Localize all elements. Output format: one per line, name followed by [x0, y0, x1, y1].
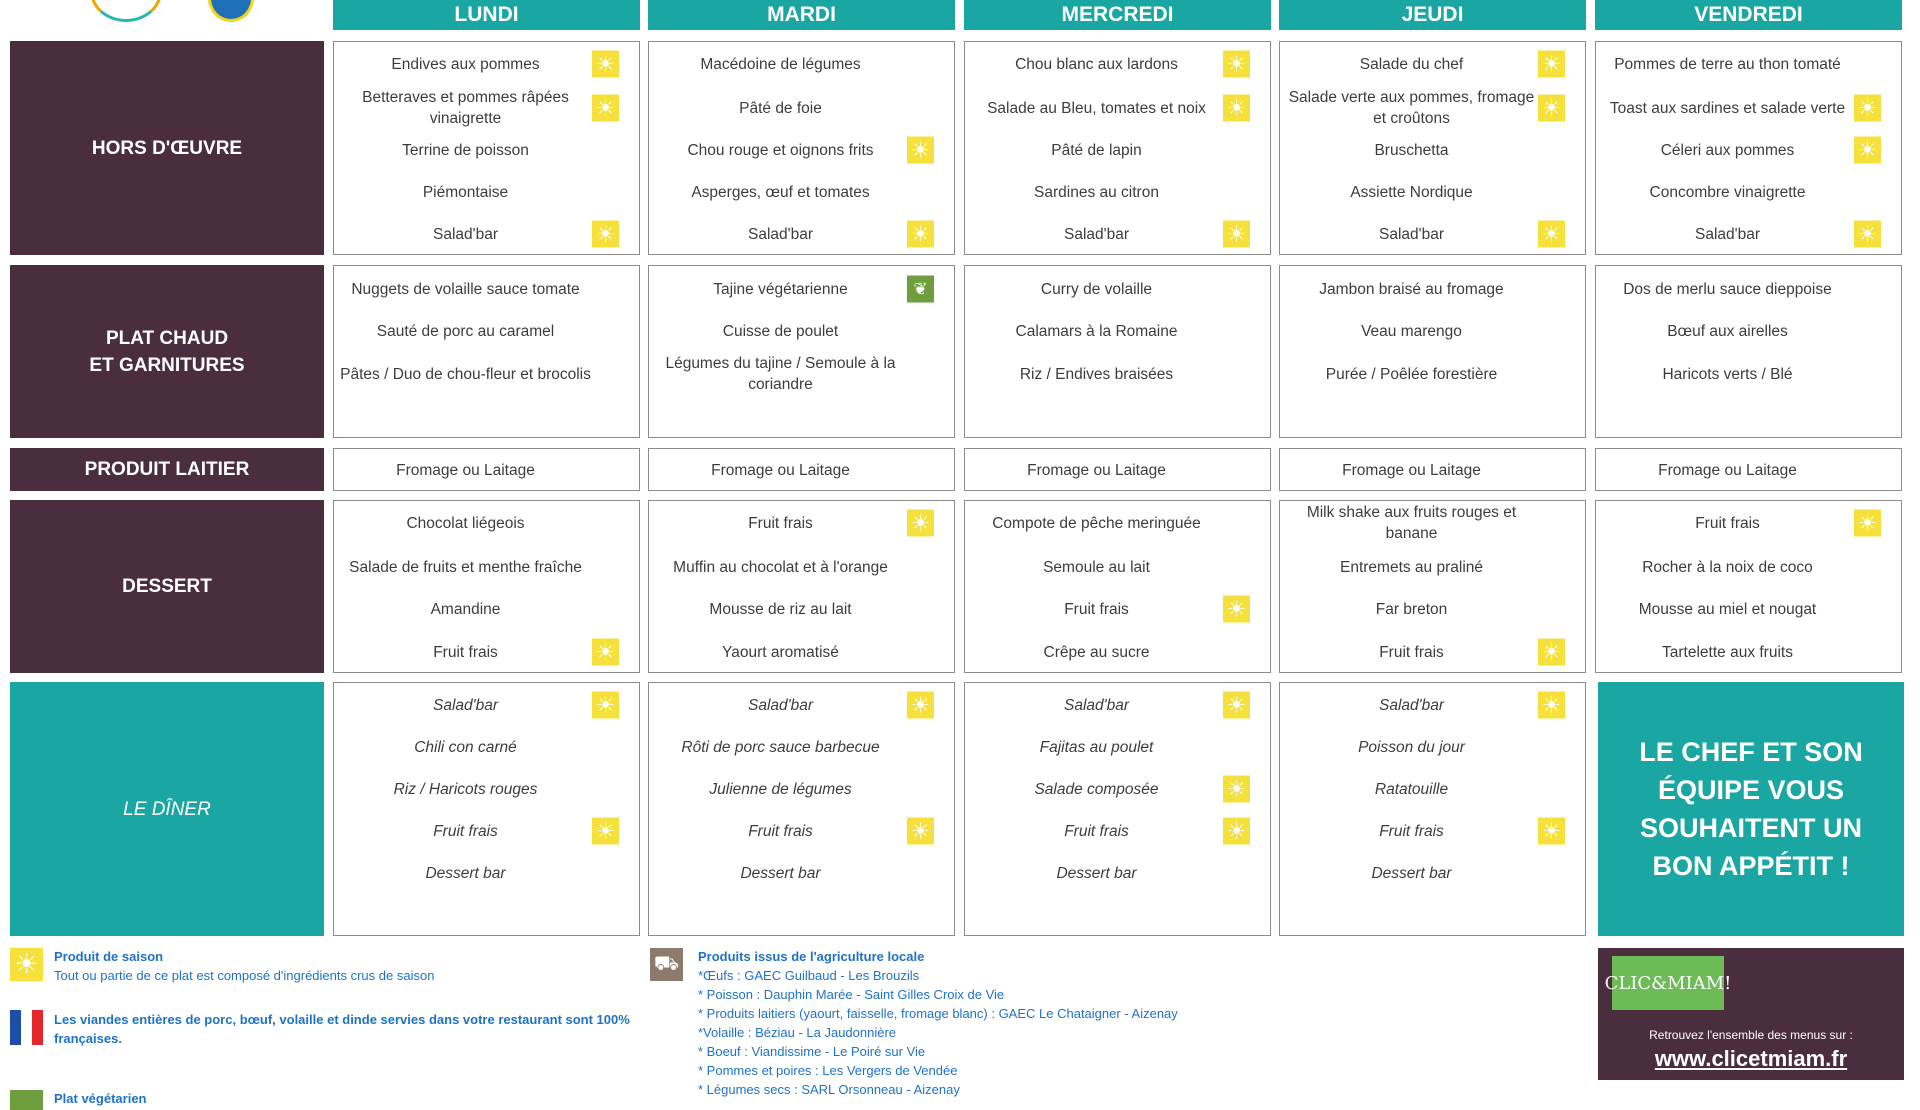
- menu-cell-dessert-mercredi: [964, 500, 1271, 673]
- sun-icon: ☀: [592, 692, 619, 719]
- menu-item-label: Dos de merlu sauce dieppoise: [1623, 280, 1832, 298]
- menu-item-label: Salad'bar: [747, 225, 813, 243]
- menu-item: [334, 353, 639, 395]
- menu-item-label: Concombre vinaigrette: [1649, 183, 1806, 201]
- menu-item: [649, 588, 954, 630]
- category-label: PRODUIT LAITIER: [84, 459, 250, 480]
- menu-item: [334, 502, 639, 544]
- menu-cell-dessert-vendredi: [1595, 500, 1902, 673]
- category-plat-chaud: [10, 265, 324, 438]
- menu-item: [1280, 268, 1585, 310]
- legend-local: [698, 947, 1338, 1099]
- sun-icon: ☀: [907, 818, 934, 845]
- legend-local-item: *Volaille : Béziau - La Jaudonnière: [698, 1025, 897, 1040]
- menu-item-label: Salade de fruits et menthe fraîche: [349, 558, 582, 576]
- menu-item-label: Far breton: [1375, 600, 1448, 618]
- sun-icon: ☀: [1854, 95, 1881, 122]
- menu-item-label: Fruit frais: [1379, 643, 1444, 661]
- clicetmiam-logo[interactable]: [1604, 956, 1732, 1010]
- menu-item: [1596, 87, 1901, 129]
- legend-local-list: [698, 966, 1338, 1099]
- menu-item: [649, 810, 954, 852]
- menu-item: [965, 631, 1270, 673]
- menu-item: [965, 726, 1270, 768]
- category-produit-laitier: [10, 448, 324, 491]
- menu-item: [965, 87, 1270, 129]
- menu-cell-diner-jeudi: [1279, 682, 1586, 936]
- menu-item-label: Milk shake aux fruits rouges et banane: [1306, 504, 1517, 542]
- tractor-icon: ⛟: [650, 948, 683, 981]
- menu-cell-hors-doeuvre-lundi: [333, 41, 640, 255]
- menu-item: [334, 726, 639, 768]
- menu-cell-diner-mercredi: [964, 682, 1271, 936]
- menu-item: [334, 87, 639, 129]
- menu-item-label: Dessert bar: [740, 864, 821, 882]
- menu-item: [334, 684, 639, 726]
- menu-item-label: Veau marengo: [1361, 322, 1462, 340]
- menu-item: [334, 43, 639, 85]
- sun-icon: ☀: [592, 221, 619, 248]
- category-label: LE DÎNER: [123, 798, 211, 820]
- menu-item-label: Toast aux sardines et salade verte: [1609, 99, 1846, 117]
- menu-item-label: Pâté de foie: [739, 99, 822, 117]
- menu-item-label: Fruit frais: [1379, 822, 1444, 840]
- menu-item: [1280, 87, 1585, 129]
- menu-cell-diner-lundi: [333, 682, 640, 936]
- menu-item-label: Haricots verts / Blé: [1662, 365, 1793, 383]
- menu-cell-hors-doeuvre-jeudi: [1279, 41, 1586, 255]
- menu-item-label: Fromage ou Laitage: [711, 461, 850, 479]
- menu-item-label: Pommes de terre au thon tomaté: [1614, 55, 1841, 73]
- menu-item: [1596, 546, 1901, 588]
- menu-item: [965, 588, 1270, 630]
- menu-item-label: Semoule au lait: [1043, 558, 1150, 576]
- menu-item-label: Curry de volaille: [1040, 280, 1153, 298]
- menu-item-label: Fruit frais: [433, 643, 498, 661]
- menu-item-label: Bœuf aux airelles: [1667, 322, 1788, 340]
- sun-icon: ☀: [907, 510, 934, 537]
- menu-item-label: Salad'bar: [1063, 696, 1129, 714]
- sun-icon: ☀: [592, 51, 619, 78]
- menu-item: [965, 684, 1270, 726]
- menu-cell-laitier-jeudi: [1279, 448, 1586, 491]
- category-hors-doeuvre: [10, 41, 324, 255]
- sun-icon: ☀: [1223, 692, 1250, 719]
- menu-item-label: Rocher à la noix de coco: [1642, 558, 1813, 576]
- menu-item-label: Julienne de légumes: [709, 780, 852, 798]
- chef-message: LE CHEF ET SON ÉQUIPE VOUS SOUHAITENT UN BON APPÉTIT !: [1639, 737, 1863, 881]
- menu-cell-laitier-vendredi: [1595, 448, 1902, 491]
- menu-item: [649, 171, 954, 213]
- menu-item: [965, 449, 1270, 491]
- menu-item-label: Macédoine de légumes: [700, 55, 861, 73]
- menu-item-label: Fruit frais: [1064, 600, 1129, 618]
- menu-item-label: Légumes du tajine / Semoule à la coriandre: [665, 355, 896, 393]
- menu-item: [649, 353, 954, 395]
- menu-item-label: Fromage ou Laitage: [1342, 461, 1481, 479]
- sun-icon: ☀: [592, 818, 619, 845]
- menu-cell-dessert-mardi: [648, 500, 955, 673]
- menu-item-label: Fruit frais: [748, 822, 813, 840]
- menu-item: [1280, 726, 1585, 768]
- legend-saison-title: Produit de saison: [54, 949, 164, 964]
- menu-item-label: Muffin au chocolat et à l'orange: [673, 558, 888, 576]
- menu-item-label: Salad'bar: [1063, 225, 1129, 243]
- sun-icon: ☀: [1854, 510, 1881, 537]
- menu-cell-laitier-lundi: [333, 448, 640, 491]
- menu-item: [649, 684, 954, 726]
- menu-cell-dessert-lundi: [333, 500, 640, 673]
- menu-item-label: Salad'bar: [1378, 696, 1444, 714]
- menu-item: [965, 310, 1270, 352]
- menu-item-label: Salad'bar: [1694, 225, 1760, 243]
- sun-icon: ☀: [907, 692, 934, 719]
- menu-item-label: Fromage ou Laitage: [1658, 461, 1797, 479]
- menu-item-label: Endives aux pommes: [391, 55, 540, 73]
- menu-item: [1596, 353, 1901, 395]
- menu-item-label: Jambon braisé au fromage: [1319, 280, 1504, 298]
- menu-item: [1596, 631, 1901, 673]
- sun-icon: ☀: [1223, 221, 1250, 248]
- menu-item: [334, 631, 639, 673]
- menu-item: [1280, 502, 1585, 544]
- promo-website-link[interactable]: www.clicetmiam.fr: [1654, 1046, 1848, 1071]
- menu-item-label: Ratatouille: [1374, 780, 1449, 798]
- legend-local-item: * Pommes et poires : Les Vergers de Vendée: [698, 1063, 958, 1078]
- legend-local-item: * Poisson : Dauphin Marée - Saint Gilles Croix de Vie: [698, 987, 1005, 1002]
- menu-item-label: Fruit frais: [1064, 822, 1129, 840]
- menu-item: [334, 588, 639, 630]
- menu-item-label: Chili con carné: [414, 738, 517, 756]
- menu-item: [334, 310, 639, 352]
- menu-cell-plat-mercredi: [964, 265, 1271, 438]
- menu-cell-plat-mardi: [648, 265, 955, 438]
- menu-item-label: Salad'bar: [432, 696, 498, 714]
- menu-item: [649, 43, 954, 85]
- menu-item-label: Salad'bar: [1378, 225, 1444, 243]
- legend-vegetarien-title: Plat végétarien: [54, 1091, 147, 1106]
- menu-item-label: Tartelette aux fruits: [1662, 643, 1793, 661]
- menu-item-label: Nuggets de volaille sauce tomate: [351, 280, 580, 298]
- menu-item: [965, 502, 1270, 544]
- menu-item: [334, 546, 639, 588]
- sun-icon: ☀: [1223, 596, 1250, 623]
- menu-item: [1596, 213, 1901, 255]
- sun-icon: ☀: [1538, 692, 1565, 719]
- clicetmiam-logo-text: CLIC&MIAM!: [1604, 972, 1732, 994]
- menu-item-label: Yaourt aromatisé: [722, 643, 839, 661]
- menu-item: [649, 87, 954, 129]
- menu-item: [965, 171, 1270, 213]
- menu-item: [334, 213, 639, 255]
- leaf-icon: [10, 1090, 43, 1110]
- menu-item-label: Dessert bar: [425, 864, 506, 882]
- sun-icon: ☀: [1538, 95, 1565, 122]
- category-label: HORS D'ŒUVRE: [91, 137, 243, 159]
- category-label-line2: ET GARNITURES: [89, 354, 245, 376]
- menu-cell-hors-doeuvre-mardi: [648, 41, 955, 255]
- menu-item: [965, 546, 1270, 588]
- menu-item-label: Mousse de riz au lait: [709, 600, 852, 618]
- sun-icon: ☀: [10, 948, 43, 981]
- menu-item: [1280, 449, 1585, 491]
- menu-item-label: Riz / Endives braisées: [1019, 365, 1174, 383]
- menu-item: [1596, 310, 1901, 352]
- menu-item: [1280, 684, 1585, 726]
- menu-item-label: Chou blanc aux lardons: [1015, 55, 1178, 73]
- menu-item-label: Fromage ou Laitage: [396, 461, 535, 479]
- menu-item-label: Amandine: [430, 600, 501, 618]
- menu-item-label: Purée / Poêlée forestière: [1325, 365, 1498, 383]
- menu-item-label: Entremets au praliné: [1339, 558, 1484, 576]
- menu-item: [334, 449, 639, 491]
- menu-item: [334, 810, 639, 852]
- menu-item-label: Chocolat liégeois: [406, 514, 525, 532]
- menu-item: [334, 852, 639, 894]
- menu-item-label: Salade verte aux pommes, fromage et croûtons: [1288, 89, 1535, 127]
- sun-icon: ☀: [1223, 51, 1250, 78]
- menu-item-label: Fruit frais: [1695, 514, 1760, 532]
- day-header-lundi: LUNDI: [333, 0, 640, 30]
- menu-item-label: Calamars à la Romaine: [1015, 322, 1178, 340]
- legend-local-item: * Légumes secs : SARL Orsonneau - Aizenay: [698, 1082, 960, 1097]
- menu-item: [649, 310, 954, 352]
- menu-item-label: Compote de pêche meringuée: [992, 514, 1201, 532]
- sun-icon: ☀: [1538, 51, 1565, 78]
- menu-cell-hors-doeuvre-vendredi: [1595, 41, 1902, 255]
- partner-badge-logo: [208, 0, 254, 22]
- menu-item-label: Tajine végétarienne: [713, 280, 848, 298]
- menu-item: [649, 502, 954, 544]
- restaurant-logo: [90, 0, 162, 22]
- menu-item-label: Fruit frais: [433, 822, 498, 840]
- menu-item-label: Chou rouge et oignons frits: [687, 141, 874, 159]
- menu-cell-laitier-mardi: [648, 448, 955, 491]
- sun-icon: ☀: [907, 137, 934, 164]
- menu-item: [965, 768, 1270, 810]
- menu-cell-laitier-mercredi: [964, 448, 1271, 491]
- menu-item: [1596, 129, 1901, 171]
- legend-local-title: Produits issus de l'agriculture locale: [698, 949, 925, 964]
- menu-item-label: Fruit frais: [748, 514, 813, 532]
- menu-item-label: Terrine de poisson: [402, 141, 529, 159]
- menu-item: [1596, 588, 1901, 630]
- sun-icon: ☀: [1854, 137, 1881, 164]
- menu-item: [965, 129, 1270, 171]
- menu-item: [1280, 213, 1585, 255]
- menu-item: [965, 810, 1270, 852]
- menu-cell-plat-jeudi: [1279, 265, 1586, 438]
- menu-cell-plat-lundi: [333, 265, 640, 438]
- menu-item: [965, 43, 1270, 85]
- menu-item-label: Rôti de porc sauce barbecue: [681, 738, 880, 756]
- menu-cell-dessert-jeudi: [1279, 500, 1586, 673]
- day-header-mardi: MARDI: [648, 0, 955, 30]
- menu-item: [1596, 449, 1901, 491]
- menu-item: [1280, 43, 1585, 85]
- legend-viandes: [54, 1010, 644, 1048]
- french-flag-icon: [10, 1010, 43, 1045]
- sun-icon: ☀: [1223, 776, 1250, 803]
- menu-item-label: Fromage ou Laitage: [1027, 461, 1166, 479]
- legend-local-item: *Œufs : GAEC Guilbaud - Les Brouzils: [698, 968, 920, 983]
- menu-item: [1280, 171, 1585, 213]
- menu-item-label: Salade composée: [1034, 780, 1159, 798]
- menu-item-label: Pâté de lapin: [1051, 141, 1142, 159]
- menu-item-label: Sauté de porc au caramel: [376, 322, 555, 340]
- legend-vegetarien: [54, 1089, 354, 1108]
- sun-icon: ☀: [1538, 818, 1565, 845]
- day-header-mercredi: MERCREDI: [964, 0, 1271, 30]
- menu-item-label: Assiette Nordique: [1350, 183, 1473, 201]
- menu-item: [1596, 268, 1901, 310]
- menu-item: [649, 449, 954, 491]
- sun-icon: ☀: [1538, 639, 1565, 666]
- menu-item: [1280, 810, 1585, 852]
- menu-item-label: Crêpe au sucre: [1043, 643, 1150, 661]
- menu-item: [1280, 631, 1585, 673]
- menu-item: [1280, 310, 1585, 352]
- day-header-vendredi: VENDREDI: [1595, 0, 1902, 30]
- menu-cell-diner-mardi: [648, 682, 955, 936]
- sun-icon: ☀: [907, 221, 934, 248]
- menu-cell-plat-vendredi: [1595, 265, 1902, 438]
- menu-item: [965, 213, 1270, 255]
- category-label-line1: PLAT CHAUD: [105, 327, 229, 349]
- menu-item: [1280, 588, 1585, 630]
- menu-item-label: Betteraves et pommes râpées vinaigrette: [362, 89, 569, 127]
- menu-item-label: Dessert bar: [1371, 864, 1452, 882]
- menu-item-label: Céleri aux pommes: [1660, 141, 1795, 159]
- menu-item-label: Cuisse de poulet: [722, 322, 839, 340]
- menu-item: [649, 726, 954, 768]
- sun-icon: ☀: [592, 639, 619, 666]
- menu-item: [1280, 768, 1585, 810]
- menu-item: [1280, 353, 1585, 395]
- menu-item: [649, 546, 954, 588]
- menu-item-label: Salad'bar: [747, 696, 813, 714]
- leaf-icon: ❦: [907, 276, 934, 303]
- sun-icon: ☀: [592, 95, 619, 122]
- menu-item: [1596, 171, 1901, 213]
- menu-item: [1280, 546, 1585, 588]
- menu-item: [1596, 43, 1901, 85]
- menu-item: [1596, 502, 1901, 544]
- legend-saison-text: Tout ou partie de ce plat est composé d'ingrédients crus de saison: [54, 968, 435, 983]
- menu-item: [965, 268, 1270, 310]
- sun-icon: ☀: [1223, 95, 1250, 122]
- menu-item-label: Salad'bar: [432, 225, 498, 243]
- menu-item-label: Salade au Bleu, tomates et noix: [987, 99, 1206, 117]
- menu-item: [649, 852, 954, 894]
- chef-message-panel: [1598, 682, 1904, 936]
- legend-local-item: * Boeuf : Viandissime - Le Poiré sur Vie: [698, 1044, 926, 1059]
- menu-item: [965, 353, 1270, 395]
- menu-item: [1280, 129, 1585, 171]
- legend-saison: [54, 947, 614, 985]
- sun-icon: ☀: [1538, 221, 1565, 248]
- menu-item: [649, 268, 954, 310]
- menu-item-label: Piémontaise: [422, 183, 509, 201]
- menu-item: [965, 852, 1270, 894]
- menu-item: [649, 631, 954, 673]
- category-label: DESSERT: [122, 576, 212, 597]
- legend-viandes-text: Les viandes entières de porc, bœuf, volaille et dinde servies dans votre restaurant sont 100% françaises.: [54, 1012, 630, 1046]
- promo-text: Retrouvez l'ensemble des menus sur :: [1649, 1028, 1853, 1042]
- logos: [80, 0, 280, 28]
- menu-item-label: Sardines au citron: [1034, 183, 1159, 201]
- menu-item: [334, 129, 639, 171]
- category-diner: [10, 682, 324, 936]
- menu-item: [649, 213, 954, 255]
- menu-item: [334, 268, 639, 310]
- legend-local-item: * Produits laitiers (yaourt, faisselle, fromage blanc) : GAEC Le Chataigner - Aizenay: [698, 1006, 1178, 1021]
- day-header-jeudi: JEUDI: [1279, 0, 1586, 30]
- menu-item-label: Dessert bar: [1056, 864, 1137, 882]
- clicetmiam-promo: [1598, 948, 1904, 1080]
- menu-item: [1280, 852, 1585, 894]
- sun-icon: ☀: [1854, 221, 1881, 248]
- menu-item: [334, 171, 639, 213]
- menu-item: [649, 129, 954, 171]
- menu-item-label: Poisson du jour: [1358, 738, 1465, 756]
- menu-item-label: Salade du chef: [1359, 55, 1464, 73]
- menu-item-label: Fajitas au poulet: [1039, 738, 1154, 756]
- menu-cell-hors-doeuvre-mercredi: [964, 41, 1271, 255]
- category-dessert: [10, 500, 324, 673]
- menu-item: [334, 768, 639, 810]
- menu-item-label: Bruschetta: [1374, 141, 1449, 159]
- menu-item-label: Pâtes / Duo de chou-fleur et brocolis: [340, 365, 591, 383]
- sun-icon: ☀: [1223, 818, 1250, 845]
- menu-item-label: Mousse au miel et nougat: [1638, 600, 1817, 618]
- menu-item: [649, 768, 954, 810]
- menu-item-label: Asperges, œuf et tomates: [691, 183, 870, 201]
- menu-item-label: Riz / Haricots rouges: [393, 780, 538, 798]
